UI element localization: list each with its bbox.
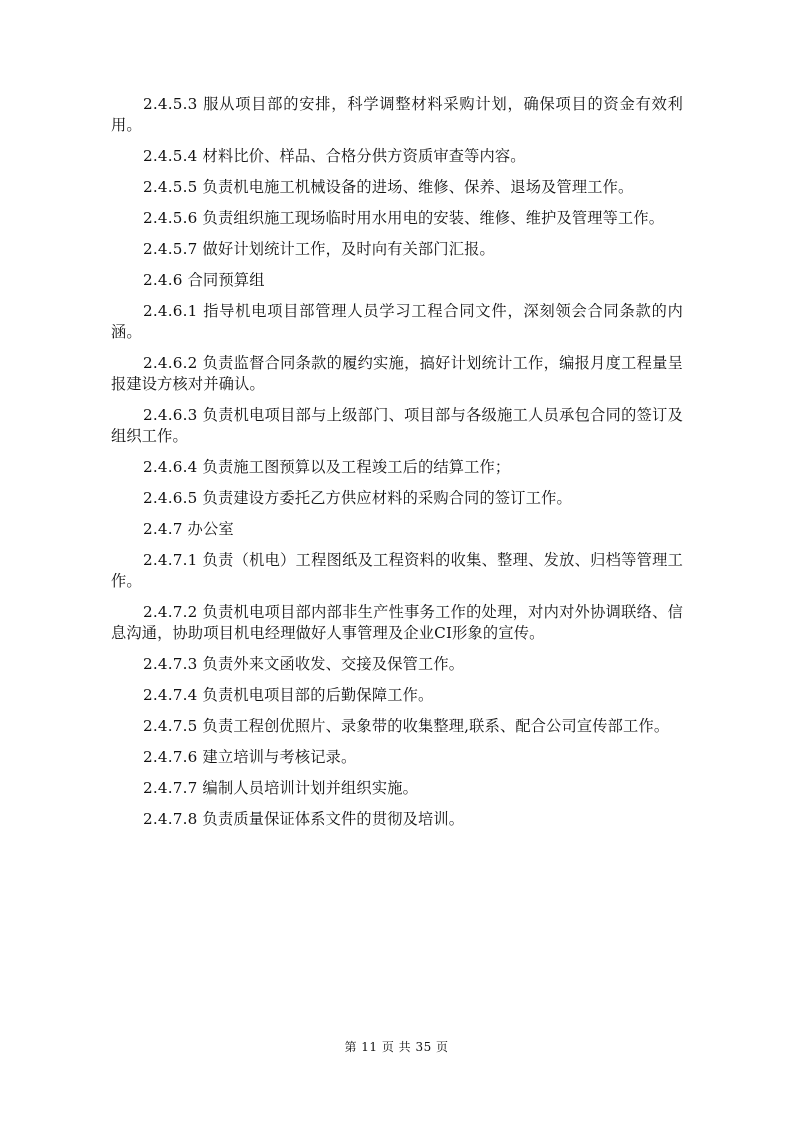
paragraph-2-4-7-5: 2.4.7.5 负责工程创优照片、录象带的收集整理,联系、配合公司宣传部工作。 — [143, 717, 670, 735]
document-body — [111, 94, 683, 840]
paragraph-2-4-5-5: 2.4.5.5 负责机电施工机械设备的进场、维修、保养、退场及管理工作。 — [143, 178, 634, 196]
paragraph-2-4-7-6: 2.4.7.6 建立培训与考核记录。 — [143, 748, 357, 766]
paragraph-2-4-7-4: 2.4.7.4 负责机电项目部的后勤保障工作。 — [143, 686, 434, 704]
paragraph-2-4-5-4: 2.4.5.4 材料比价、样品、合格分供方资质审查等内容。 — [143, 147, 526, 165]
section-heading-2-4-6: 2.4.6 合同预算组 — [143, 271, 265, 289]
paragraph-2-4-6-1: 2.4.6.1 指导机电项目部管理人员学习工程合同文件，深刻领会合同条款的内涵。 — [111, 302, 683, 341]
paragraph-2-4-7-3: 2.4.7.3 负责外来文函收发、交接及保管工作。 — [143, 655, 465, 673]
page-number-footer: 第 11 页 共 35 页 — [344, 1040, 449, 1054]
paragraph-2-4-6-2: 2.4.6.2 负责监督合同条款的履约实施，搞好计划统计工作，编报月度工程量呈报建设方核对并确认。 — [111, 354, 683, 393]
paragraph-2-4-7-1: 2.4.7.1 负责（机电）工程图纸及工程资料的收集、整理、发放、归档等管理工作。 — [111, 551, 683, 590]
paragraph-2-4-5-7: 2.4.5.7 做好计划统计工作，及时向有关部门汇报。 — [143, 240, 495, 258]
paragraph-2-4-5-6: 2.4.5.6 负责组织施工现场临时用水用电的安装、维修、维护及管理等工作。 — [143, 209, 665, 227]
paragraph-2-4-7-2: 2.4.7.2 负责机电项目部内部非生产性事务工作的处理，对内对外协调联络、信息沟通，协助项目机电经理做好人事管理及企业CI形象的宣传。 — [111, 603, 683, 642]
paragraph-2-4-6-4: 2.4.6.4 负责施工图预算以及工程竣工后的结算工作； — [143, 458, 511, 476]
paragraph-2-4-7-7: 2.4.7.7 编制人员培训计划并组织实施。 — [143, 779, 418, 797]
paragraph-2-4-6-5: 2.4.6.5 负责建设方委托乙方供应材料的采购合同的签订工作。 — [143, 489, 572, 507]
paragraph-2-4-5-3: 2.4.5.3 服从项目部的安排，科学调整材料采购计划，确保项目的资金有效利用。 — [111, 95, 683, 134]
paragraph-2-4-7-8: 2.4.7.8 负责质量保证体系文件的贯彻及培训。 — [143, 810, 465, 828]
section-heading-2-4-7: 2.4.7 办公室 — [143, 520, 234, 538]
paragraph-2-4-6-3: 2.4.6.3 负责机电项目部与上级部门、项目部与各级施工人员承包合同的签订及组织工作。 — [111, 406, 683, 445]
